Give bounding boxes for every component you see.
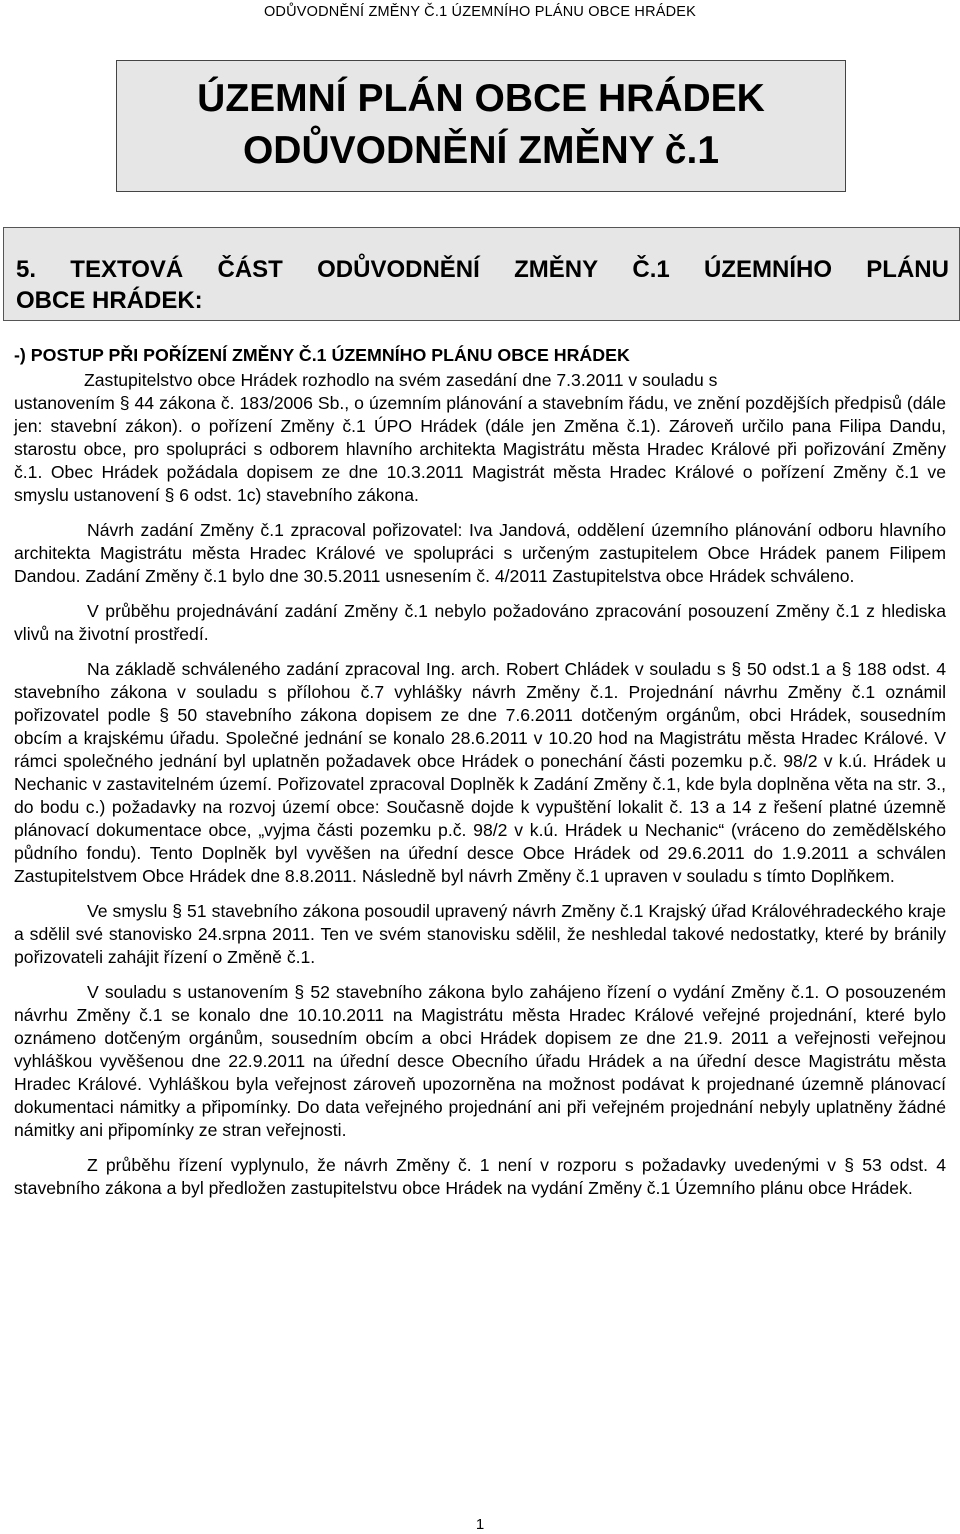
section-word: Č.1 — [632, 256, 670, 283]
page-number: 1 — [475, 1516, 485, 1533]
section-heading-line2: OBCE HRÁDEK: — [16, 287, 203, 314]
paragraph-2: Návrh zadání Změny č.1 zpracoval pořizovatel: Iva Jandová, oddělení územního plánování odboru hlavního architekta Magistrátu města Hradec Králové ve spolupráci s určeným zastupitelem Obce Hrádek panem Filipem Dandou. Zadání Změny č.1 bylo dne 30.5.2011 usnesením č. 4/2011 Zastupitelstva obce Hrádek schváleno. — [14, 520, 946, 586]
section-word: PLÁNU — [866, 256, 949, 283]
paragraph-7: Z průběhu řízení vyplynulo, že návrh Změny č. 1 není v rozporu s požadavky uvedenými v § 53 odst. 4 stavebního zákona a byl předložen zastupitelstvu obce Hrádek na vydání Změny č.1 Územního plánu obce Hrádek. — [14, 1155, 946, 1198]
section-heading-box — [3, 227, 960, 321]
paragraph-1-first-line: Zastupitelstvo obce Hrádek rozhodlo na svém zasedání dne 7.3.2011 v souladu s — [84, 370, 718, 390]
paragraph-6: V souladu s ustanovením § 52 stavebního zákona bylo zahájeno řízení o vydání Změny č.1. O posouzeném návrhu Změny č.1 se konalo dne 10.10.2011 na Magistrátu města Hradec Králové veřejné projednání, které bylo oznámeno dotčeným orgánům, sousedním obcím a obci Hrádek dopisem ze dne 21.9. 2011 a veřejnosti veřejnou vyhláškou vyvěšenou dne 22.9.2011 na úřední desce Obecního úřadu Hrádek a na úřední desce Magistrátu města Hradec Králové. Vyhláškou byla veřejnost zároveň upozorněna na možnost podávat k projednané územně plánovací dokumentaci námitky a připomínky. Do data veřejného projednání ani při veřejném projednání nebyly uplatněny žádné námitky ani připomínky ze stran veřejnosti. — [14, 982, 946, 1140]
running-header: ODŮVODNĚNÍ ZMĚNY Č.1 ÚZEMNÍHO PLÁNU OBCE HRÁDEK — [263, 4, 697, 20]
body-text — [14, 344, 946, 1200]
paragraph-1: ustanovením § 44 zákona č. 183/2006 Sb., o územním plánování a stavebním řádu, ve znění pozdějších předpisů (dále jen: stavební zákon). o pořízení Změny č.1 ÚPO Hrádek (dále jen Změna č.1). Zároveň určilo pana Filipa Dandu, starostu obce, pro spolupráci s odborem hlavního architekta Magistrátu města Hradec Králové při pořizování Změny č.1. Obec Hrádek požádala dopisem ze dne 10.3.2011 Magistrát města Hradec Králové o pořízení Změny č.1 ve smyslu ustanovení § 6 odst. 1c) stavebního zákona. — [14, 393, 946, 505]
section-word: TEXTOVÁ — [70, 256, 184, 283]
document-title: ÚZEMNÍ PLÁN OBCE HRÁDEK — [197, 77, 765, 120]
paragraph-4: Na základě schváleného zadání zpracoval Ing. arch. Robert Chládek v souladu s § 50 odst.1 a § 188 odst. 4 stavebního zákona v souladu s přílohou č.7 vyhlášky návrh Změny č.1. Projednání návrhu Změny č.1 oznámil pořizovatel podle § 50 stavebního zákona dopisem ze dne 7.6.2011 dotčeným orgánům, obci Hrádek, sousedním obcím a krajskému úřadu. Společné jednání se konalo 28.6.2011 v 10.20 hod na Magistrátu města Hradec Králové. V rámci společného jednání byl uplatněn požadavek obce Hrádek o ponechání části pozemku p.č. 98/2 v k.ú. Hrádek u Nechanic v zastavitelném území. Pořizovatel zpracoval Doplněk k Zadání Změny č.1, kde byla doplněna věta na str. 3., do bodu c.) požadavky na rozvoj území obce: Současně dojde k vypuštění lokalit č. 13 a 14 z řešení platné územně plánovací dokumentace obce, „vyjma části pozemku p.č. 98/2 v k.ú. Hrádek u Nechanic“ (vráceno do zemědělského půdního fondu). Tento Doplněk byl vyvěšen na úřední desce Obce Hrádek od 29.6.2011 do 1.9.2011 a schválen Zastupitelstvem Obce Hrádek dne 8.8.2011. Následně byl návrh Změny č.1 upraven v souladu s tímto Doplňkem. — [14, 659, 946, 886]
section-word: ODŮVODNĚNÍ — [317, 256, 480, 283]
section-word: ČÁST — [217, 256, 283, 283]
section-word: ÚZEMNÍHO — [704, 256, 833, 283]
document-subtitle: ODŮVODNĚNÍ ZMĚNY č.1 — [242, 129, 720, 172]
section-word: ZMĚNY — [514, 256, 599, 283]
section-heading-line1 — [16, 254, 949, 285]
paragraph-3: V průběhu projednávání zadání Změny č.1 nebylo požadováno zpracování posouzení Změny č.1 z hlediska vlivů na životní prostředí. — [14, 601, 946, 644]
section-word: 5. — [16, 256, 37, 283]
paragraph-5: Ve smyslu § 51 stavebního zákona posoudil upravený návrh Změny č.1 Krajský úřad Královéhradeckého kraje a sdělil své stanovisko 24.srpna 2011. Ten ve svém stanovisku sdělil, že neshledal takové nedostatky, které by bránily pořizovateli zahájit řízení o Změně č.1. — [14, 901, 946, 967]
title-box — [116, 60, 846, 192]
subsection-heading: -) POSTUP PŘI POŘÍZENÍ ZMĚNY Č.1 ÚZEMNÍHO PLÁNU OBCE HRÁDEK — [14, 345, 630, 365]
